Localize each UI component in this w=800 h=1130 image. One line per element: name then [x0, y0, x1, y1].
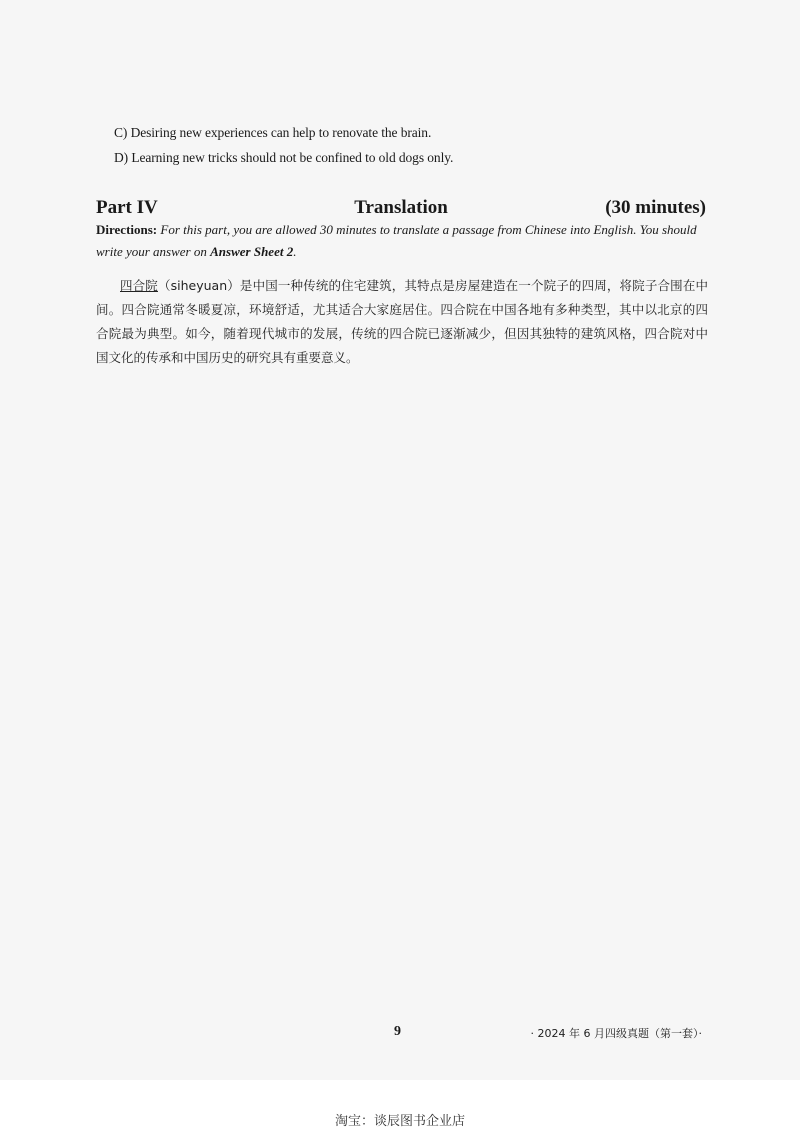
passage-term: 四合院 — [120, 278, 158, 293]
directions-end: . — [293, 244, 297, 259]
part-title: Translation — [354, 197, 448, 218]
option-c: C) Desiring new experiences can help to renovate the brain. — [114, 125, 432, 140]
option-d: D) Learning new tricks should not be confined to old dogs only. — [114, 150, 454, 165]
directions-text: For this part, you are allowed 30 minutes to translate a passage from Chinese into English. You should write your answer on — [96, 222, 697, 259]
part-time: (30 minutes) — [605, 197, 706, 218]
part-header — [96, 197, 706, 221]
running-footer: · 2024 年 6 月四级真题（第一套）· — [530, 1027, 702, 1040]
passage-body: （siheyuan）是中国一种传统的住宅建筑，其特点是房屋建造在一个院子的四周，将院子合围在中间。四合院通常冬暖夏凉，环境舒适，尤其适合大家庭居住。四合院在中国各地有多种类型，其中以北京的四合院最为典型。如今，随着现代城市的发展，传统的四合院已逐渐减少，但因其独特的建筑风格，四合院对中国文化的传承和中国历史的研究具有重要意义。 — [96, 278, 708, 365]
page-number: 9 — [394, 1024, 401, 1039]
chinese-passage — [96, 274, 708, 370]
answer-sheet-ref: Answer Sheet 2 — [210, 244, 294, 259]
part-label: Part IV — [96, 197, 158, 218]
directions-lead: Directions: — [96, 222, 158, 237]
directions — [96, 219, 708, 263]
store-watermark: 淘宝：谈辰图书企业店 — [334, 1114, 465, 1129]
